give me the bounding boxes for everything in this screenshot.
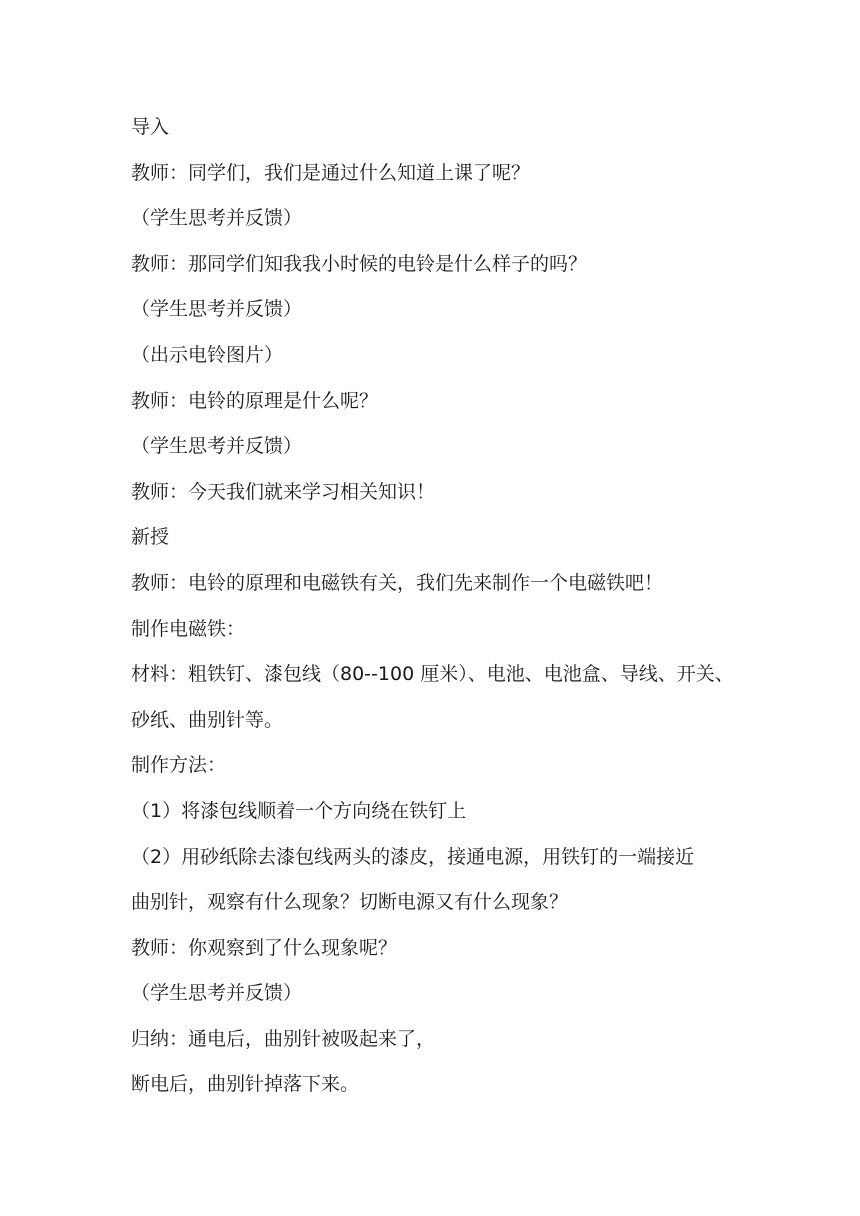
section-heading-intro: 导入 — [131, 116, 170, 138]
materials-line-continued: 砂纸、曲别针等。 — [131, 708, 284, 731]
teacher-line: 教师：电铃的原理是什么呢？ — [131, 389, 379, 412]
document-body — [131, 113, 751, 1116]
teacher-line: 教师：电铃的原理和电磁铁有关，我们先来制作一个电磁铁吧！ — [131, 571, 664, 594]
student-response-note: （学生思考并反馈） — [131, 982, 303, 1005]
student-response-note: （学生思考并反馈） — [131, 207, 303, 230]
subheading-make-electromagnet: 制作电磁铁： — [131, 617, 246, 640]
subheading-method: 制作方法： — [131, 754, 227, 777]
teacher-line: 教师：你观察到了什么现象呢？ — [131, 936, 398, 959]
summary-line-continued: 断电后，曲别针掉落下来。 — [131, 1073, 360, 1096]
summary-line: 归纳：通电后，曲别针被吸起来了， — [131, 1027, 436, 1050]
section-heading-new-lesson: 新授 — [131, 526, 170, 549]
method-step-2-continued: 曲别针，观察有什么现象？切断电源又有什么现象？ — [131, 891, 569, 914]
method-step-2: （2）用砂纸除去漆包线两头的漆皮，接通电源，用铁钉的一端接近 — [131, 845, 695, 868]
method-step-1: （1）将漆包线顺着一个方向绕在铁钉上 — [131, 799, 467, 822]
student-response-note: （学生思考并反馈） — [131, 298, 303, 321]
teacher-line: 教师：同学们，我们是通过什么知道上课了呢？ — [131, 161, 531, 184]
stage-note: （出示电铃图片） — [131, 343, 284, 366]
teacher-line: 教师：那同学们知我我小时候的电铃是什么样子的吗？ — [131, 252, 588, 275]
student-response-note: （学生思考并反馈） — [131, 435, 303, 458]
teacher-line: 教师：今天我们就来学习相关知识！ — [131, 480, 436, 503]
materials-line: 材料：粗铁钉、漆包线（80--100 厘米）、电池、电池盒、导线、开关、 — [131, 663, 734, 686]
